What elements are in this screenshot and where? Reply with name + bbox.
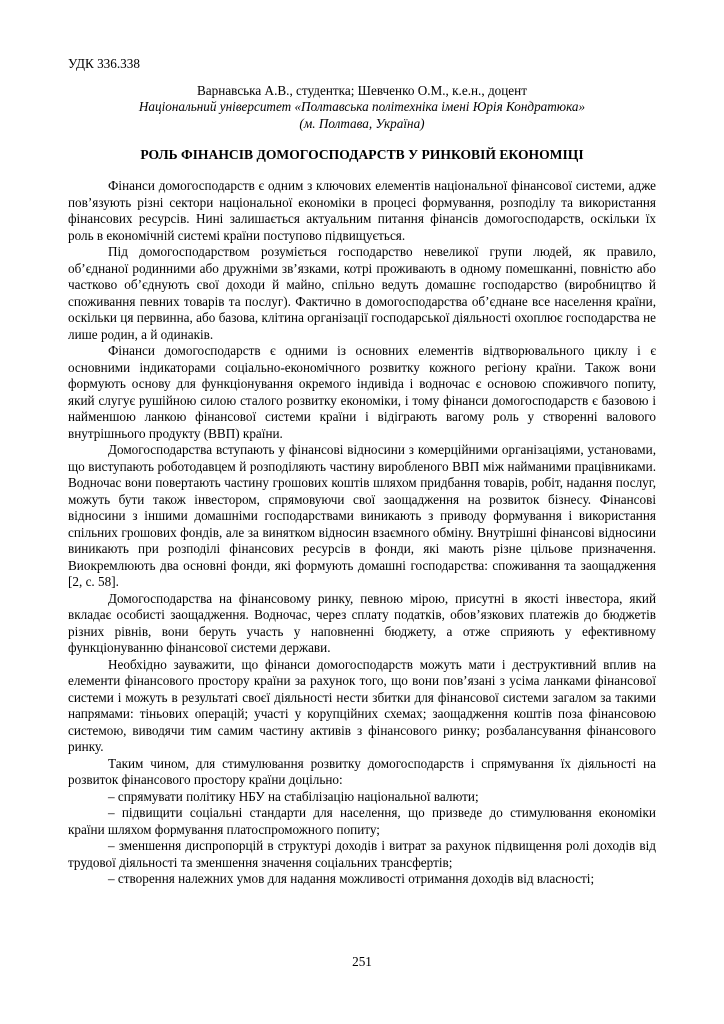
list-item-2: – підвищити соціальні стандарти для населення, що призведе до стимулювання економіки країни шляхом формування платоспроможного попиту;	[68, 805, 656, 837]
affiliation-line: Національний університет «Полтавська політехніка імені Юрія Кондратюка»	[138, 99, 586, 114]
paragraph-1: Фінанси домогосподарств є одним з ключових елементів національної фінансової системи, адже пов’язують різні сектори національної економіки в процесі формування, розподілу та використання фінансових ресурсів. Нині залишається актуальним питання фінансів домогосподарств, оскільки їх роль в економічній системі країни поступово підвищується.	[68, 178, 656, 243]
paper-title: РОЛЬ ФІНАНСІВ ДОМОГОСПОДАРСТВ У РИНКОВІЙ ЕКОНОМІЦІ	[140, 147, 584, 162]
paragraph-7: Таким чином, для стимулювання розвитку домогосподарств і спрямування їх діяльності на розвиток фінансового простору країни доцільно:	[68, 755, 656, 787]
list-item-4: – створення належних умов для надання можливості отримання доходів від власності;	[108, 871, 595, 886]
udc-number: УДК 336.338	[68, 56, 140, 71]
location-line: (м. Полтава, Україна)	[299, 115, 425, 131]
authors-line: Варнавська А.В., студентка; Шевченко О.М., к.е.н., доцент	[197, 82, 527, 98]
list-item-3: – зменшення диспропорцій в структурі доходів і витрат за рахунок підвищення ролі доходів від трудової діяльності та зменшення значення соціальних трансфертів;	[68, 838, 656, 870]
paragraph-6: Необхідно зауважити, що фінанси домогосподарств можуть мати і деструктивний вплив на елементи фінансового простору країни за рахунок того, що вони пов’язані з усіма ланками фінансової системи і можуть в результаті своєї діяльності нести збитки для фінансової системи загалом за такими напрямами: тіньових операцій; участі у корупційних схемах; заощадження коштів поза фінансовою системою, виводячи тим самим частину активів з фінансового ринку; розбалансування фінансового ринку.	[68, 656, 656, 754]
paragraph-2: Під домогосподарством розуміється господарство невеликої групи людей, як правило, об’єднаної родинними або дружніми зв’язками, котрі проживають в одному помешканні, повністю або частково об’єднують свої доходи й майно, спільно ведуть домашнє господарство (виробництво й споживання певних товарів та послуг). Фактично в домогосподарства об’єднане все населення країни, оскільки ця первинна, або базова, клітина організації господарської діяльності охоплює господарства не лише родин, а й одинаків.	[68, 244, 656, 342]
list-item-1: – спрямувати політику НБУ на стабілізацію національної валюти;	[108, 788, 479, 804]
paragraph-3: Фінанси домогосподарств є одними із основних елементів відтворювального циклу і є основними індикаторами соціально-економічного розвитку кожного регіону країни. Також вони формують основу для функціонування окремого індивіда і водночас є основою споживчого попиту, який слугує рушійною силою сталого розвитку економіки, і тому фінанси домогосподарств є базовою і найменшою ланкою фінансової системи країни і відіграють вагому роль у створенні валового внутрішнього продукту (ВВП) країни.	[68, 343, 656, 441]
paragraph-5: Домогосподарства на фінансовому ринку, певною мірою, присутні в якості інвестора, який вкладає особисті заощадження. Водночас, через сплату податків, обов’язкових платежів до бюджетів різних рівнів, вони беруть участь у наповненні бюджету, а отже сприяють у ефективному функціонуванню фінансової системи держави.	[68, 590, 656, 655]
page-number: 251	[352, 953, 372, 969]
paragraph-4: Домогосподарства вступають у фінансові відносини з комерційними організаціями, установами, що виступають роботодавцем й розподіляють частину виробленого ВВП між найманими працівниками. Водночас вони повертають частину грошових коштів шляхом придбання товарів, робіт, надання послуг, можуть бути також інвестором, спрямовуючи свої заощадження на розвиток бізнесу. Фінансові відносини з іншими домашніми господарствами виникають з приводу формування і використання спільних грошових фондів, але за винятком відносин взаємного обміну. Внутрішні фінансові відносини виникають при розподілі фінансових ресурсів в фонди, які мають різне цільове призначення. Виокремлюють два основні фонди, які формують домашні господарства: споживання та заощадження [2, с. 58].	[68, 442, 656, 589]
